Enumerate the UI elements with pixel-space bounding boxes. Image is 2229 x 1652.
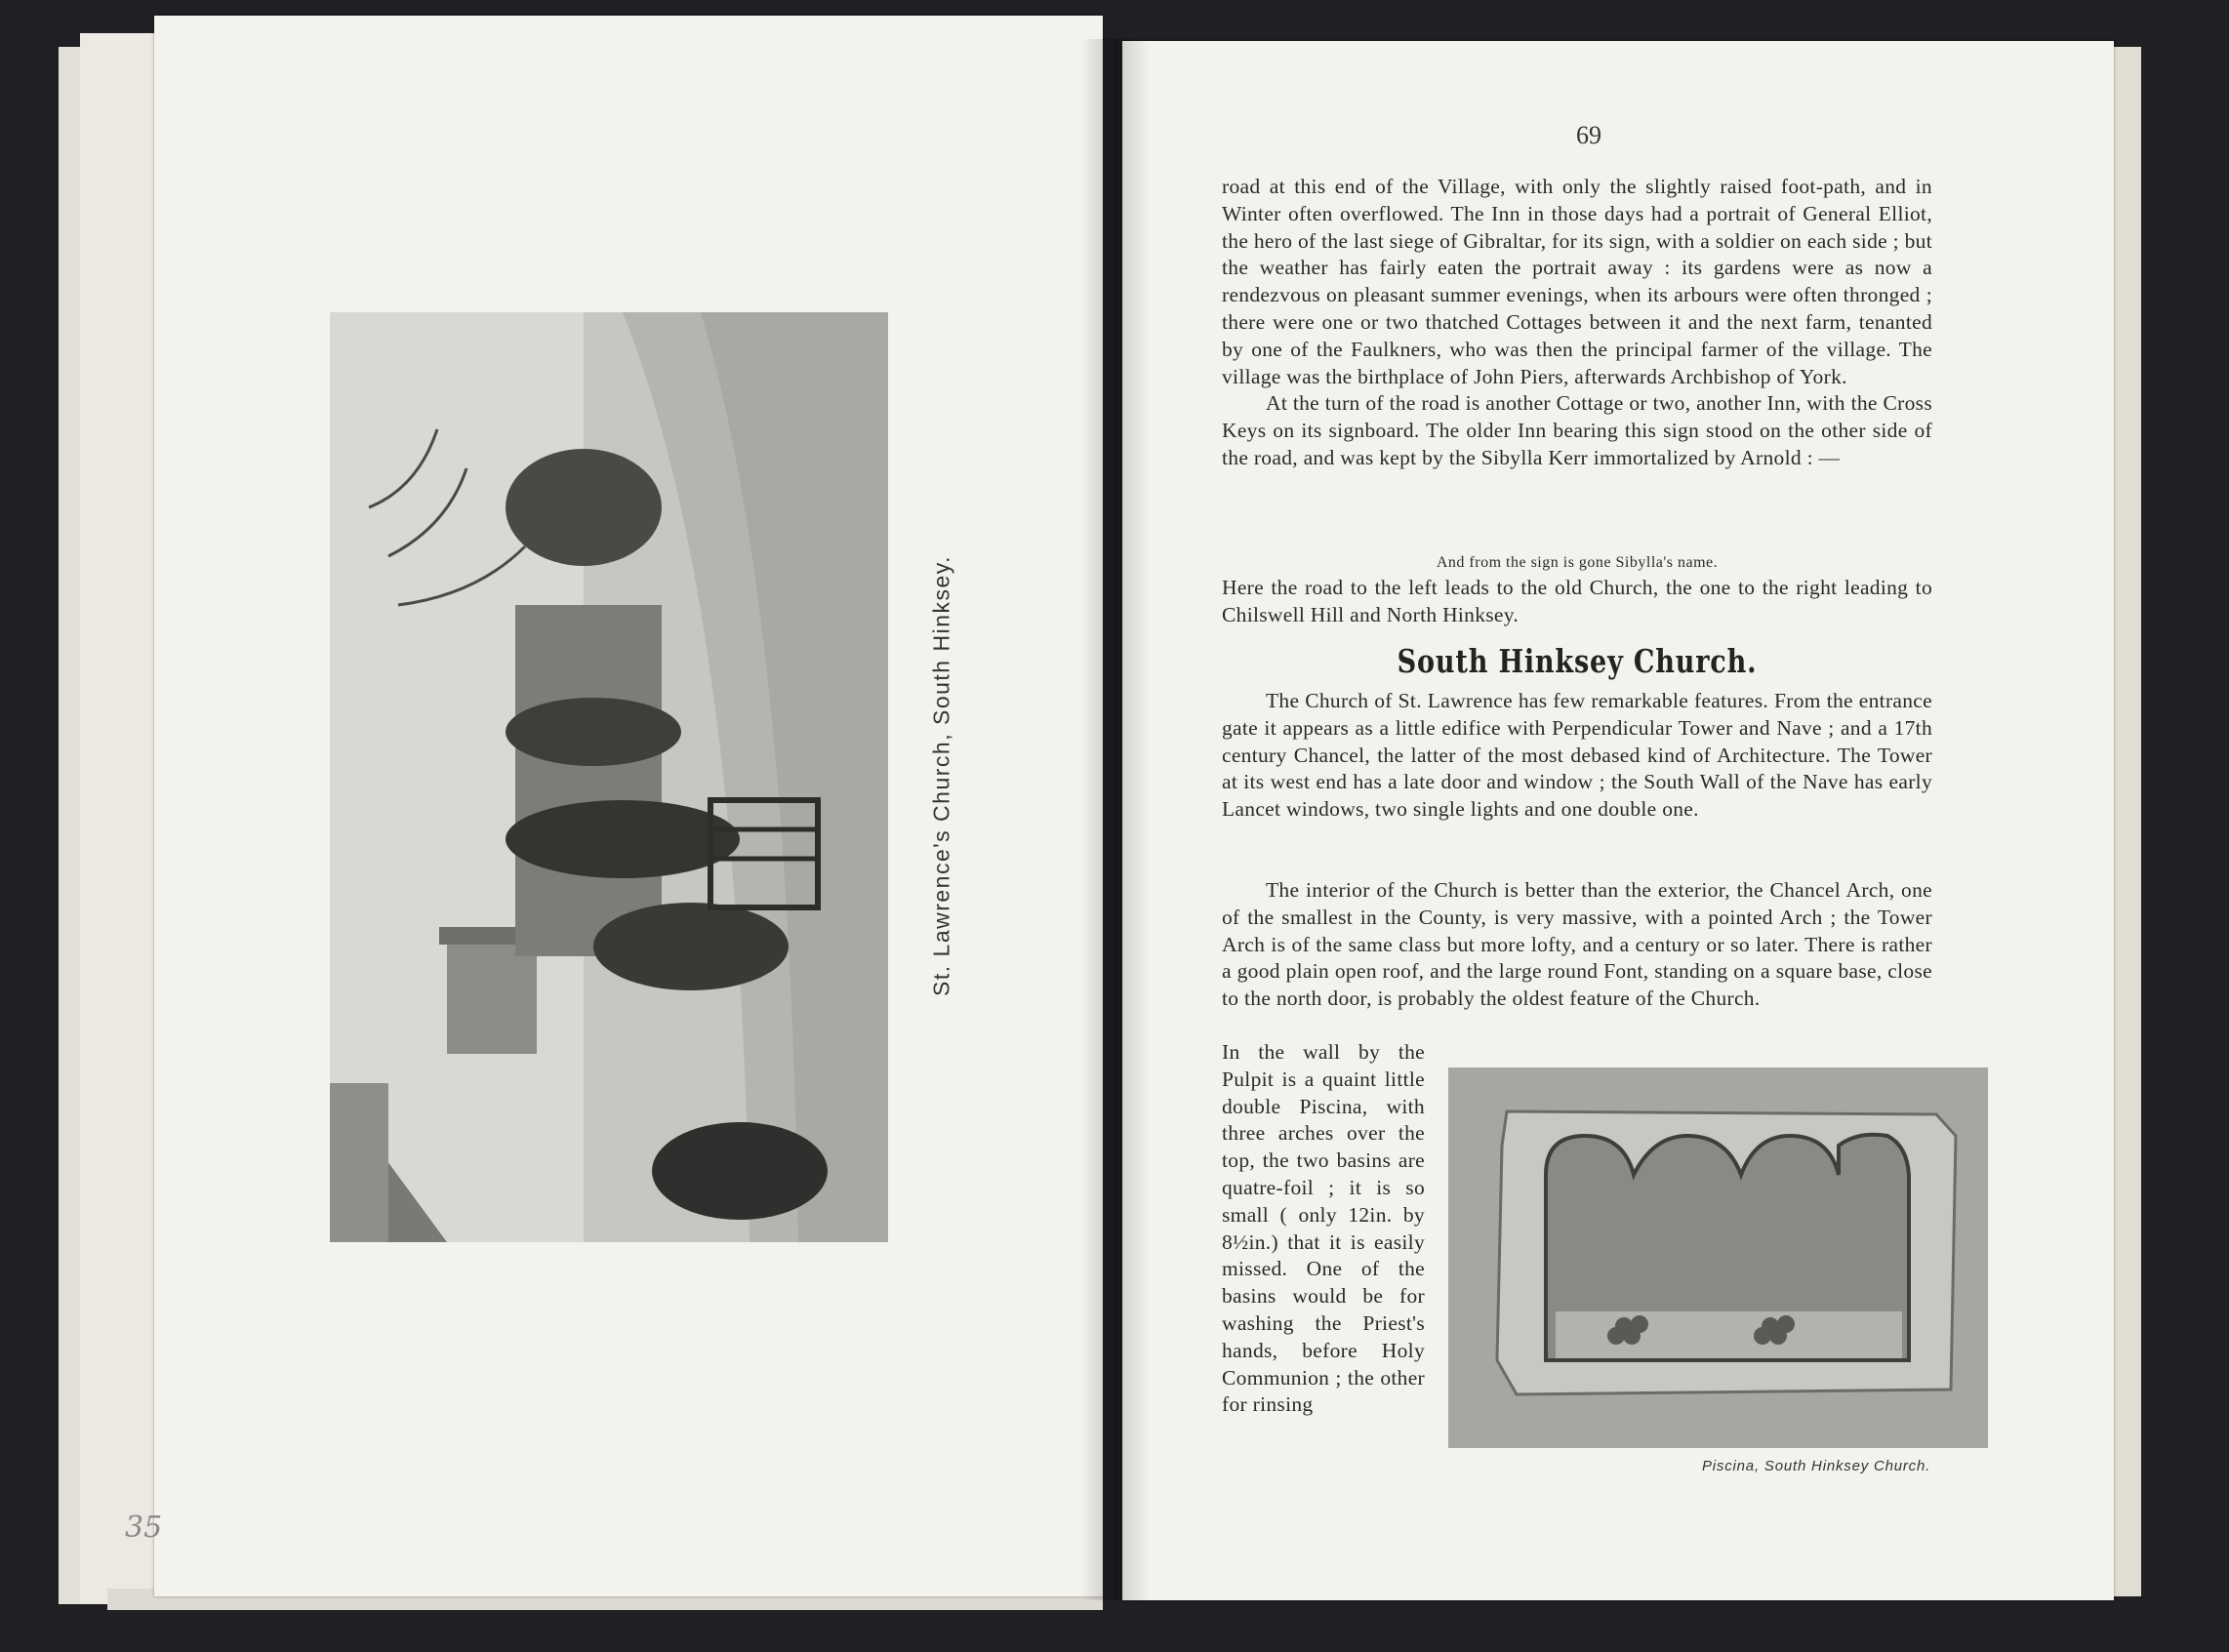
pencil-mark: 35 <box>125 1511 163 1545</box>
paragraph: At the turn of the road is another Cottage or two, another Inn, with the Cross Keys on its signboard. The older Inn bearing this sign stood on the other side of the road, and was kept by the Sibylla Kerr immortalized by Arnold : — <box>1222 391 1932 469</box>
photo-caption: Piscina, South Hinksey Church. <box>1702 1458 1931 1474</box>
church-photo <box>330 312 888 1242</box>
paragraph: The Church of St. Lawrence has few remarkable features. From the entrance gate it appears as a little edifice with Perpendicular Tower and Nave ; and a 17th century Chancel, the latter of the most debased kind of Architecture. The Tower at its west end has a late door and window ; the South Wall of the Nave has early Lancet windows, two single lights and one double one. <box>1222 689 1932 822</box>
quote-line: And from the sign is gone Sibylla's name. <box>1436 554 1719 571</box>
text-block <box>1222 174 1932 472</box>
paragraph: The interior of the Church is better than the exterior, the Chancel Arch, one of the smallest in the County, is very massive, with a pointed Arch ; the Tower Arch is of the same class but more lofty, and a century or so later. There is rather a good plain open roof, and the large round Font, standing on a square base, close to the north door, is probably the oldest feature of the Church. <box>1222 878 1932 1011</box>
paragraph: Here the road to the left leads to the old Church, the one to the right leading to Chilswell Hill and North Hinksey. <box>1222 576 1932 626</box>
paragraph-narrow-column: In the wall by the Pulpit is a quaint little double Piscina, with three arches over the top, the two basins are quatre-foil ; it is so small ( only 12in. by 8½in.) that it is easily missed. One of the basins would be for washing the Priest's hands, before Holy Communion ; the other for rinsing <box>1222 1040 1425 1417</box>
page-number: 69 <box>1576 121 1601 149</box>
piscina-photo <box>1448 1068 1988 1448</box>
book-gutter <box>1081 39 1150 1600</box>
section-heading: South Hinksey Church. <box>1397 642 1758 680</box>
photo-caption: St. Lawrence's Church, South Hinksey. <box>928 555 954 996</box>
paragraph: road at this end of the Village, with only the slightly raised foot-path, and in Winter often overflowed. The Inn in those days had a portrait of General Elliot, the hero of the last siege of Gibraltar, for its sign, with a soldier on each side ; but the weather has fairly eaten the portrait away : its gardens were as now a rendezvous on pleasant summer evenings, when its arbours were often thronged ; there were one or two thatched Cottages between it and the next farm, tenanted by one of the Faulkners, who was then the principal farmer of the village. The village was the birthplace of John Piers, afterwards Archbishop of York. <box>1222 175 1932 388</box>
